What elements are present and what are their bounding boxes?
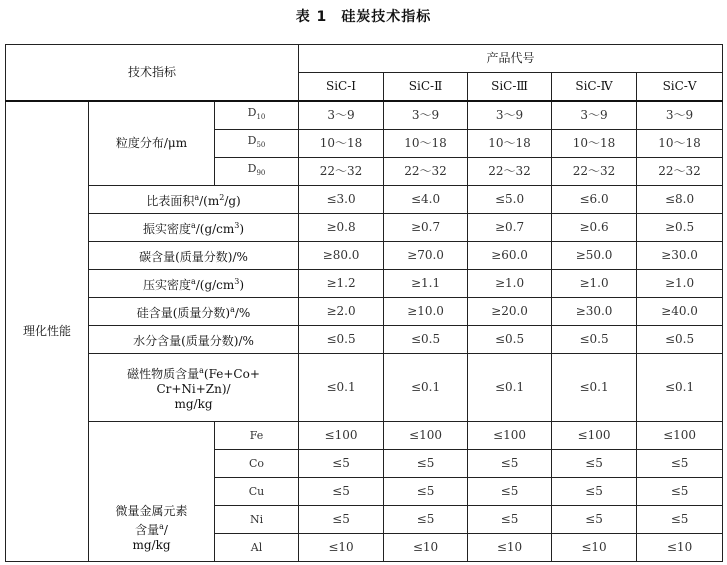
- product-header: SiC-Ⅳ: [552, 73, 637, 102]
- table-row: [6, 214, 723, 242]
- value-cell: ≤3.0: [299, 186, 384, 214]
- value-cell: ≥1.0: [468, 270, 552, 298]
- value-cell: ≤10: [552, 534, 637, 562]
- product-header: SiC-Ⅲ: [468, 73, 552, 102]
- table-number: 表 1: [295, 9, 328, 25]
- value-cell: ≤5: [299, 478, 384, 506]
- value-cell: ≤5: [384, 506, 468, 534]
- element-label: Al: [215, 534, 299, 562]
- value-cell: ≤5: [637, 450, 723, 478]
- element-label: Cu: [215, 478, 299, 506]
- indicator-label: 硅含量(质量分数)$^a$/%: [89, 298, 299, 326]
- value-cell: ≤100: [468, 422, 552, 450]
- value-cell: 10～18: [552, 130, 637, 158]
- value-cell: ≤6.0: [552, 186, 637, 214]
- value-cell: ≤100: [384, 422, 468, 450]
- value-cell: ≤5: [552, 478, 637, 506]
- category-cell: 理化性能: [6, 101, 89, 562]
- table-row: [6, 422, 723, 450]
- value-cell: 22～32: [299, 158, 384, 186]
- magnetic-label: 磁性物质含量$^a$(Fe+Co+ Cr+Ni+Zn)/ mg/kg: [89, 354, 299, 422]
- value-cell: ≥1.0: [552, 270, 637, 298]
- table-caption: [0, 6, 727, 26]
- product-code-header: 产品代号: [299, 45, 723, 73]
- value-cell: ≥0.6: [552, 214, 637, 242]
- table-row: [6, 186, 723, 214]
- table-row: [6, 298, 723, 326]
- value-cell: 22～32: [384, 158, 468, 186]
- particle-sub-label: $D_{10}$: [215, 101, 299, 130]
- value-cell: ≤5: [637, 478, 723, 506]
- value-cell: 3～9: [552, 101, 637, 130]
- value-cell: ≤5: [468, 478, 552, 506]
- value-cell: ≤0.5: [468, 326, 552, 354]
- table-row: [6, 326, 723, 354]
- value-cell: ≥60.0: [468, 242, 552, 270]
- indicator-label: 碳含量(质量分数)/%: [89, 242, 299, 270]
- value-cell: ≥0.7: [468, 214, 552, 242]
- value-cell: ≥0.8: [299, 214, 384, 242]
- value-cell: ≤100: [552, 422, 637, 450]
- value-cell: ≤0.5: [552, 326, 637, 354]
- value-cell: ≤5: [637, 506, 723, 534]
- value-cell: ≤0.5: [637, 326, 723, 354]
- value-cell: ≤5: [299, 450, 384, 478]
- value-cell: ≤10: [299, 534, 384, 562]
- value-cell: ≥0.5: [637, 214, 723, 242]
- product-header: SiC-Ⅰ: [299, 73, 384, 102]
- value-cell: ≤5: [468, 506, 552, 534]
- value-cell: ≤10: [384, 534, 468, 562]
- indicator-label: 比表面积$^a/(m^2/g)$: [89, 186, 299, 214]
- indicator-header: 技术指标: [6, 45, 299, 102]
- value-cell: ≤0.1: [468, 354, 552, 422]
- value-cell: ≥1.0: [637, 270, 723, 298]
- value-cell: ≤5.0: [468, 186, 552, 214]
- element-label: Ni: [215, 506, 299, 534]
- value-cell: ≤10: [468, 534, 552, 562]
- value-cell: ≤8.0: [637, 186, 723, 214]
- value-cell: ≥70.0: [384, 242, 468, 270]
- element-label: Fe: [215, 422, 299, 450]
- value-cell: ≥20.0: [468, 298, 552, 326]
- value-cell: ≥30.0: [637, 242, 723, 270]
- value-cell: 22～32: [637, 158, 723, 186]
- value-cell: 10～18: [299, 130, 384, 158]
- value-cell: ≤100: [299, 422, 384, 450]
- product-header: SiC-Ⅱ: [384, 73, 468, 102]
- particle-label: 粒度分布/μm: [89, 101, 215, 186]
- value-cell: ≥80.0: [299, 242, 384, 270]
- value-cell: ≤0.1: [384, 354, 468, 422]
- indicator-label: 水分含量(质量分数)/%: [89, 326, 299, 354]
- value-cell: ≤0.1: [552, 354, 637, 422]
- value-cell: ≥30.0: [552, 298, 637, 326]
- particle-sub-label: $D_{90}$: [215, 158, 299, 186]
- value-cell: ≤100: [637, 422, 723, 450]
- table-row: [6, 242, 723, 270]
- value-cell: ≤5: [384, 478, 468, 506]
- value-cell: ≤0.1: [299, 354, 384, 422]
- value-cell: ≥0.7: [384, 214, 468, 242]
- value-cell: ≤0.5: [384, 326, 468, 354]
- particle-sub-label: $D_{50}$: [215, 130, 299, 158]
- spec-table: [5, 44, 723, 562]
- value-cell: ≤0.1: [637, 354, 723, 422]
- value-cell: ≥40.0: [637, 298, 723, 326]
- element-label: Co: [215, 450, 299, 478]
- header-row-1: [6, 45, 723, 73]
- value-cell: ≥1.1: [384, 270, 468, 298]
- value-cell: ≤5: [468, 450, 552, 478]
- table-title: 硅炭技术指标: [341, 9, 432, 25]
- value-cell: ≥2.0: [299, 298, 384, 326]
- value-cell: 3～9: [384, 101, 468, 130]
- value-cell: ≤5: [552, 506, 637, 534]
- value-cell: 3～9: [299, 101, 384, 130]
- trace-label: 微量金属元素 含量$^a$/ mg/kg: [89, 422, 215, 562]
- value-cell: 10～18: [384, 130, 468, 158]
- value-cell: 3～9: [468, 101, 552, 130]
- table-row: [6, 354, 723, 422]
- value-cell: ≤4.0: [384, 186, 468, 214]
- value-cell: 22～32: [552, 158, 637, 186]
- value-cell: 22～32: [468, 158, 552, 186]
- value-cell: 10～18: [637, 130, 723, 158]
- indicator-label: 振实密度$^a/(g/cm^3)$: [89, 214, 299, 242]
- value-cell: 10～18: [468, 130, 552, 158]
- value-cell: ≤10: [637, 534, 723, 562]
- table-row: [6, 270, 723, 298]
- value-cell: ≥50.0: [552, 242, 637, 270]
- indicator-label: 压实密度$^a/(g/cm^3)$: [89, 270, 299, 298]
- product-header: SiC-Ⅴ: [637, 73, 723, 102]
- table-row: [6, 101, 723, 130]
- value-cell: ≥1.2: [299, 270, 384, 298]
- value-cell: ≤0.5: [299, 326, 384, 354]
- value-cell: 3～9: [637, 101, 723, 130]
- value-cell: ≥10.0: [384, 298, 468, 326]
- value-cell: ≤5: [552, 450, 637, 478]
- value-cell: ≤5: [299, 506, 384, 534]
- value-cell: ≤5: [384, 450, 468, 478]
